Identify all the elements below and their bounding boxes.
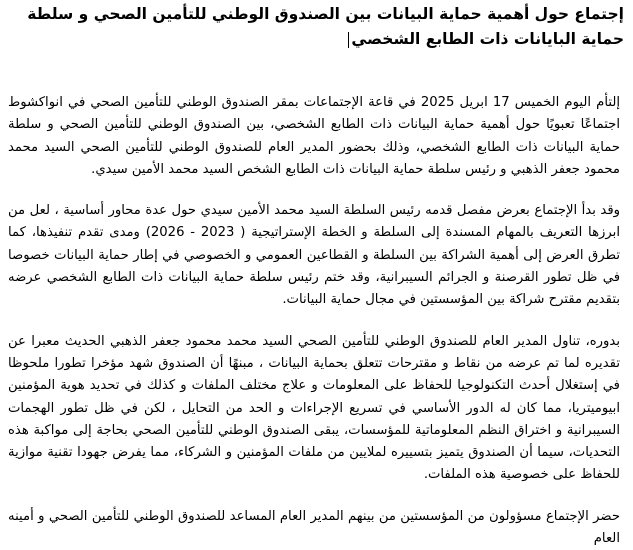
paragraph-authority-presentation: وقد بدأ الإجتماع بعرض مفصل قدمه رئيس السلطة السيد محمد الأمين سيدي حول عدة محاور أساسية ، لعل من ابرزها التعريف بالمهام المسندة إلى السلطة و الخطة الإستراتيجية ( 2023 - 2026) ومدى تقدم تنفيذها، كما تطرق العرض إلى أهمية الشراكة بين السلطة و القطاعين العمومي و الخصوصي في إطار حماية البيانات خصوصا في ظل تطور القرصنة و الجرائم السيبرانية، وقد ختم رئيس سلطة حماية البيانات ذات الطابع الشخصي عرضه بتقديم مقترح شراكة بين المؤسستين في مجال حماية البيانات. (8, 203, 620, 308)
paragraph-attendees: حضر الإجتماع مسؤولون من المؤسستين من بينهم المدير العام المساعد للصندوق الوطني للتأمين الصحي و أمينه العام (8, 508, 620, 547)
paragraph-director-response: بدوره، تناول المدير العام للصندوق الوطني للتأمين الصحي السيد محمد محمود جعفر الذهبي الحديث معبرا عن تقديره لما تم عرضه من نقاط و مقترحات تتعلق بحماية البيانات ، مبنهًا أن الصندوق شهد مؤخرا تطورا ملحوظا في إستغلال أحدث التكنولوجيا للحفاظ على المعلومات و علاج مختلف الملفات و كذلك في تحديد هوية المؤمنين ابيوميتريا، مما كان له الدور الأساسي في تسريع الإجراءات و الحد من التحايل ، لكن في ظل تطور الهجمات السيبرانية و اختراق النظم المعلوماتية للمؤسسات، يبقى الصندوق الوطني للتأمين الصحي بحاجة إلى مواكبة هذه التحديات، سيما أن الصندوق يتميز بتسييره لملايين من ملفات المؤمنين و الشركاء، مما يفرض جهودا تقنية موازية للحفاظ على خصوصية هذه الملفات. (8, 333, 620, 483)
article-body (8, 92, 620, 550)
paragraph-meeting-intro: إلتأم اليوم الخميس 17 ابريل 2025 في قاعة الإجتماعات بمقر الصندوق الوطني للتأمين الصحي في انواكشوط اجتماعًا تعبويًا حول أهمية حماية البيانات ذات الطابع الشخصي، بين الصندوق الوطني للتأمين الصحي و سلطة حماية البيانات ذات الطابع الشخصي، وذلك بحضور المدير العام للصندوق الوطني للتأمين الصحي السيد محمد محمود جعفر الذهبي و رئيس سلطة حماية البيانات ذات الطابع الشخص السيد محمد الأمين سيدي. (8, 95, 621, 177)
text-cursor (348, 32, 349, 48)
article-title-text: إجتماع حول أهمية حماية البيانات بين الصندوق الوطني للتأمين الصحي و سلطة حماية البايانات ذات الطابع الشخصي (27, 5, 624, 48)
article-title (14, 2, 624, 52)
